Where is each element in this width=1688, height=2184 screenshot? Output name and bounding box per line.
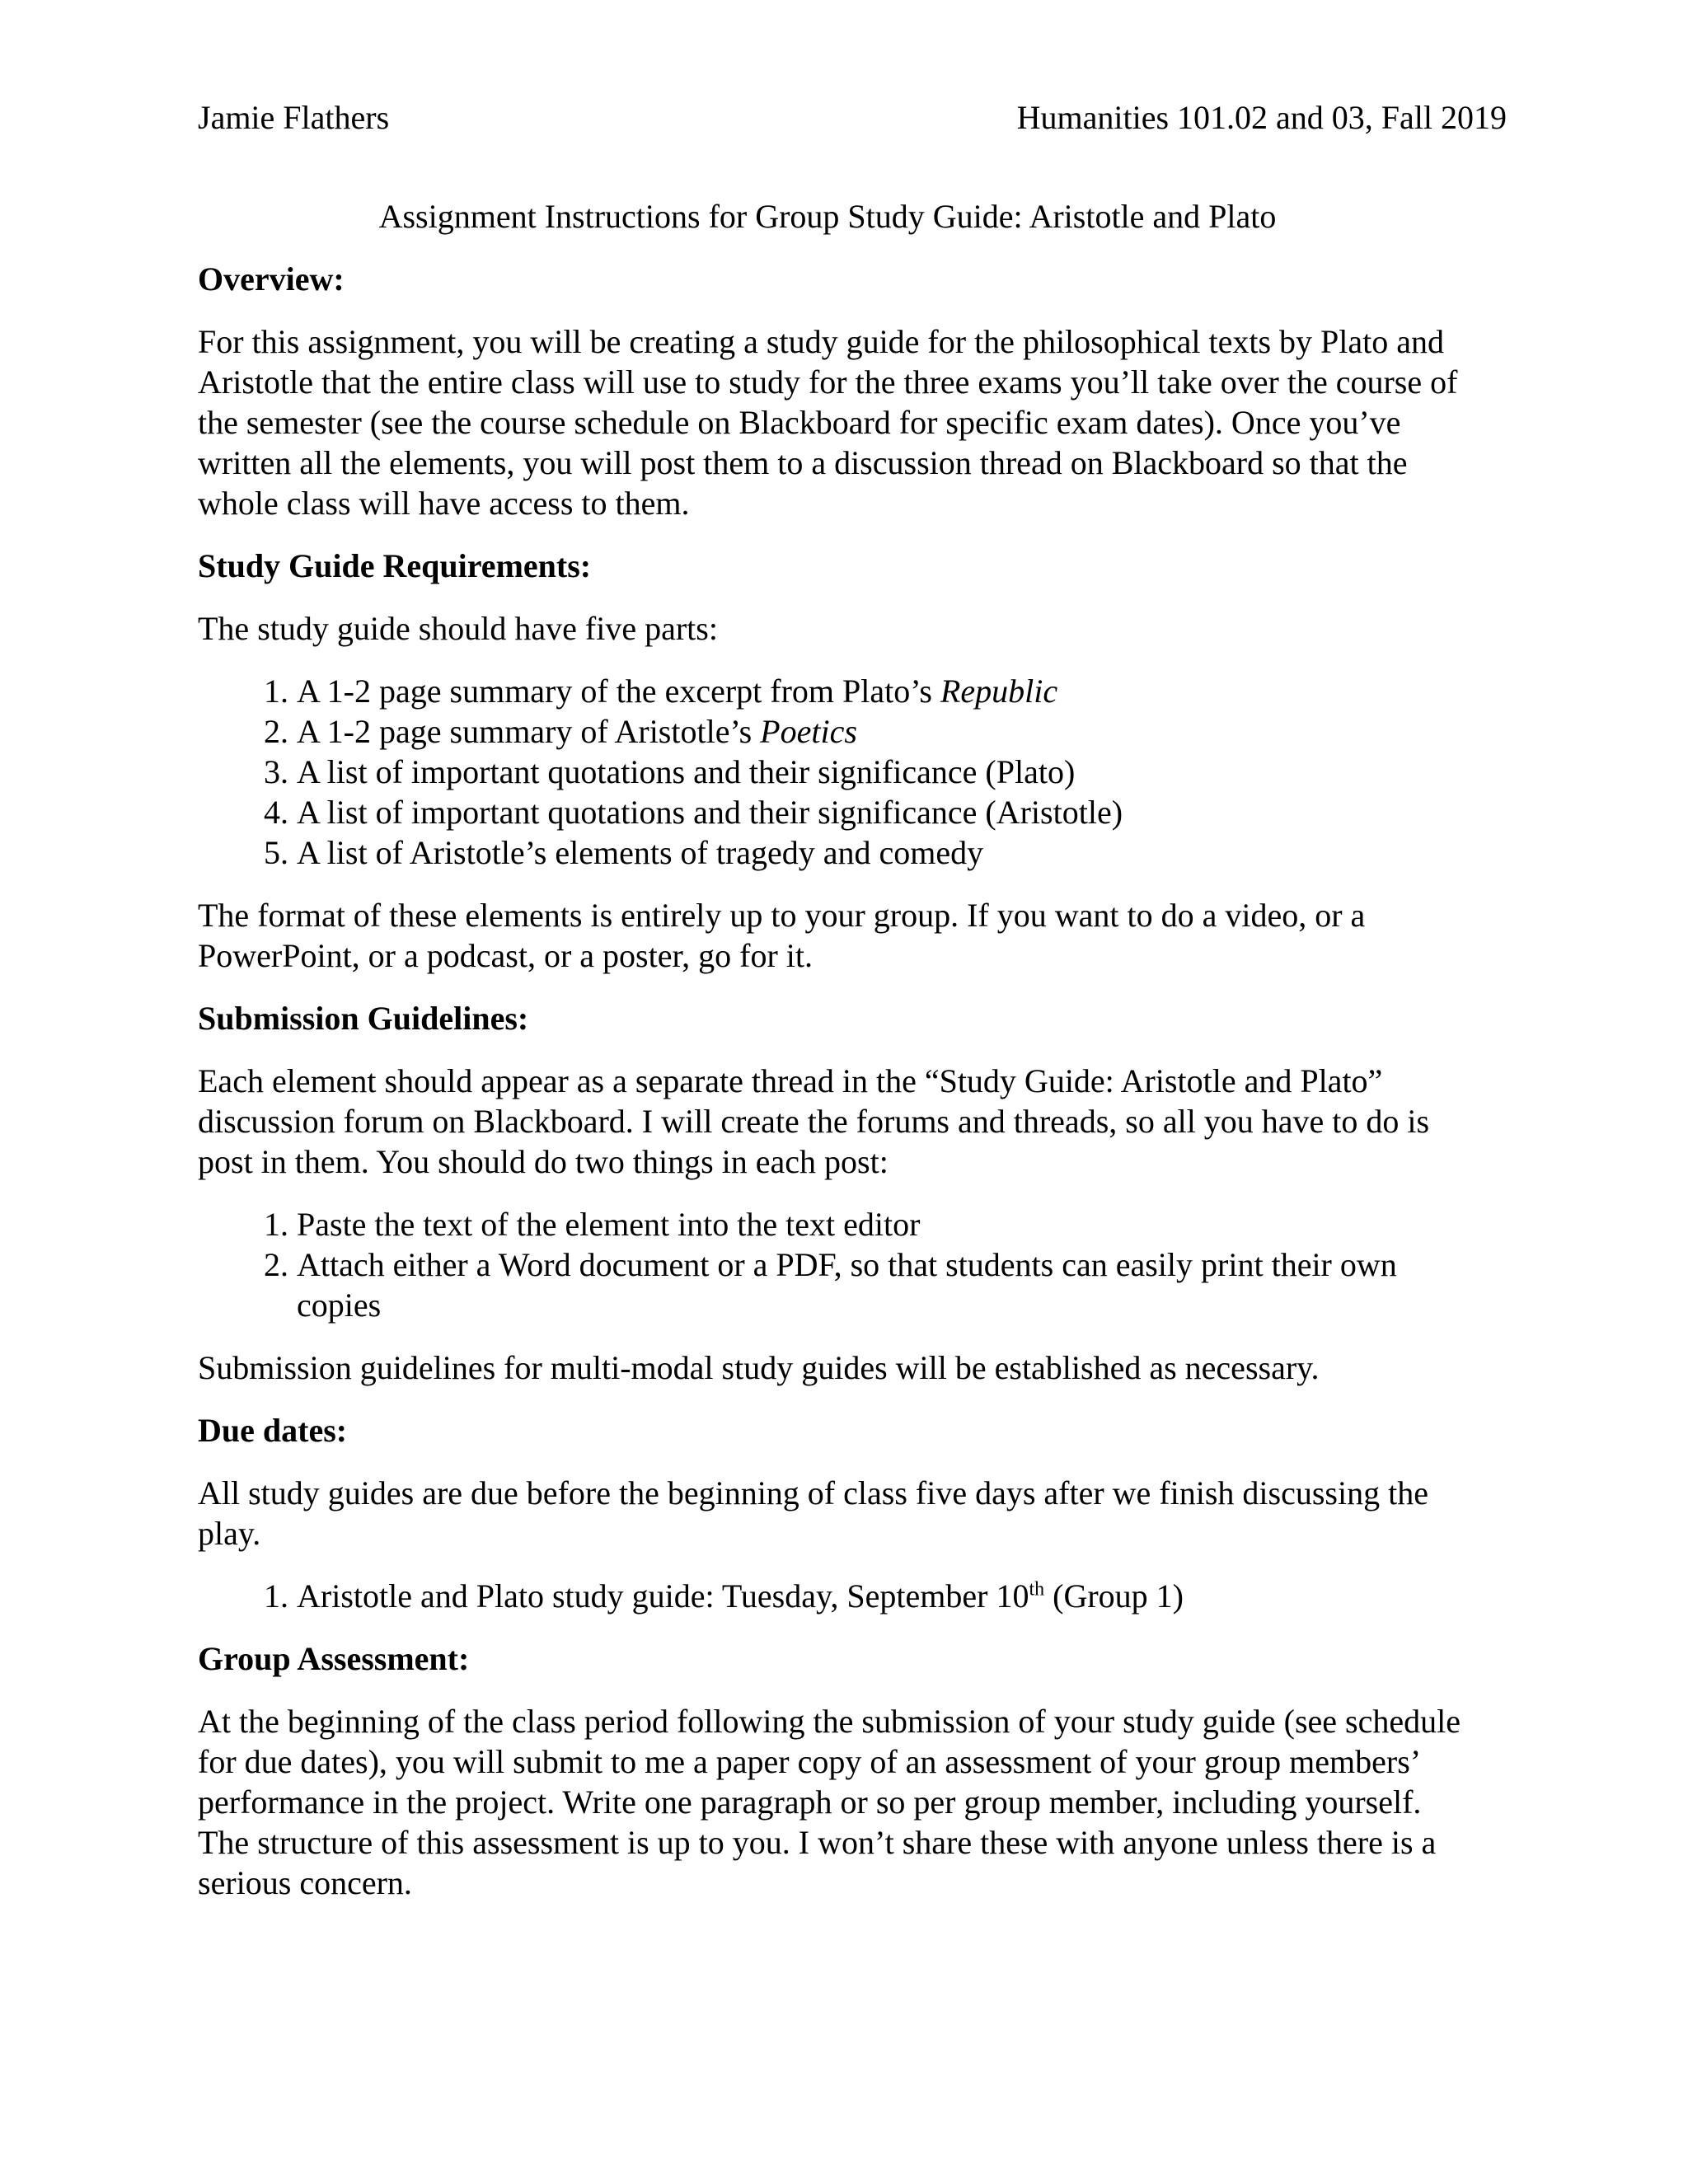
due-dates-paragraph: All study guides are due before the beginning of class five days after we finish discussing the play. <box>198 1474 1428 1552</box>
list-item: 2. Attach either a Word document or a PDF, so that students can easily print their own copies <box>297 1244 1474 1325</box>
list-item: 3. A list of important quotations and their significance (Plato) <box>297 752 1474 792</box>
author-name: Jamie Flathers <box>198 99 390 136</box>
ordinal-suffix: th <box>1029 1578 1045 1601</box>
assessment-paragraph: At the beginning of the class period following the submission of your study guide (see schedule for due dates), you will submit to me a paper copy of an assessment of your group members’ performance in the project. Write one paragraph or so per group member, including yourself. The structure of this assessment is up to you. I won’t share these with anyone unless there is a serious concern. <box>198 1703 1461 1901</box>
work-title: Poetics <box>760 713 857 750</box>
submission-paragraph: Each element should appear as a separate thread in the “Study Guide: Aristotle and Plato” discussion forum on Blackboard. I will create the forums and threads, so all you have to do is post in them. You should do two things in each post: <box>198 1062 1430 1180</box>
work-title: Republic <box>940 673 1058 710</box>
document-title: Assignment Instructions for Group Study Guide: Aristotle and Plato <box>378 198 1277 235</box>
requirements-heading: Study Guide Requirements: <box>198 547 592 584</box>
due-dates-heading: Due dates: <box>198 1412 348 1449</box>
format-note: The format of these elements is entirely up to your group. If you want to do a video, or a PowerPoint, or a podcast, or a poster, go for it. <box>198 897 1366 974</box>
list-item: 2. A 1-2 page summary of Aristotle’s Poetics <box>297 711 1474 752</box>
requirements-list <box>198 671 1474 873</box>
list-item: 1. Paste the text of the element into the text editor <box>297 1204 1474 1244</box>
due-dates-list <box>198 1576 1474 1616</box>
page-header <box>198 97 1507 138</box>
list-item: 5. A list of Aristotle’s elements of tragedy and comedy <box>297 832 1474 873</box>
overview-paragraph: For this assignment, you will be creating a study guide for the philosophical texts by Plato and Aristotle that the entire class will use to study for the three exams you’ll take over the course of the semester (see the course schedule on Blackboard for specific exam dates). Once you’ve written all the elements, you will post them to a discussion thread on Blackboard so that the whole class will have access to them. <box>198 323 1458 522</box>
submission-heading: Submission Guidelines: <box>198 1000 529 1037</box>
submission-list <box>198 1204 1474 1325</box>
list-item: 1. A 1-2 page summary of the excerpt from Plato’s Republic <box>297 671 1474 711</box>
assessment-heading: Group Assessment: <box>198 1640 470 1677</box>
list-item: 1. Aristotle and Plato study guide: Tuesday, September 10th (Group 1) <box>297 1576 1474 1616</box>
requirements-intro: The study guide should have five parts: <box>198 610 718 647</box>
submission-note: Submission guidelines for multi-modal study guides will be established as necessary. <box>198 1349 1320 1386</box>
course-info: Humanities 101.02 and 03, Fall 2019 <box>1016 99 1507 136</box>
overview-heading: Overview: <box>198 260 345 298</box>
list-item: 4. A list of important quotations and their significance (Aristotle) <box>297 792 1474 832</box>
